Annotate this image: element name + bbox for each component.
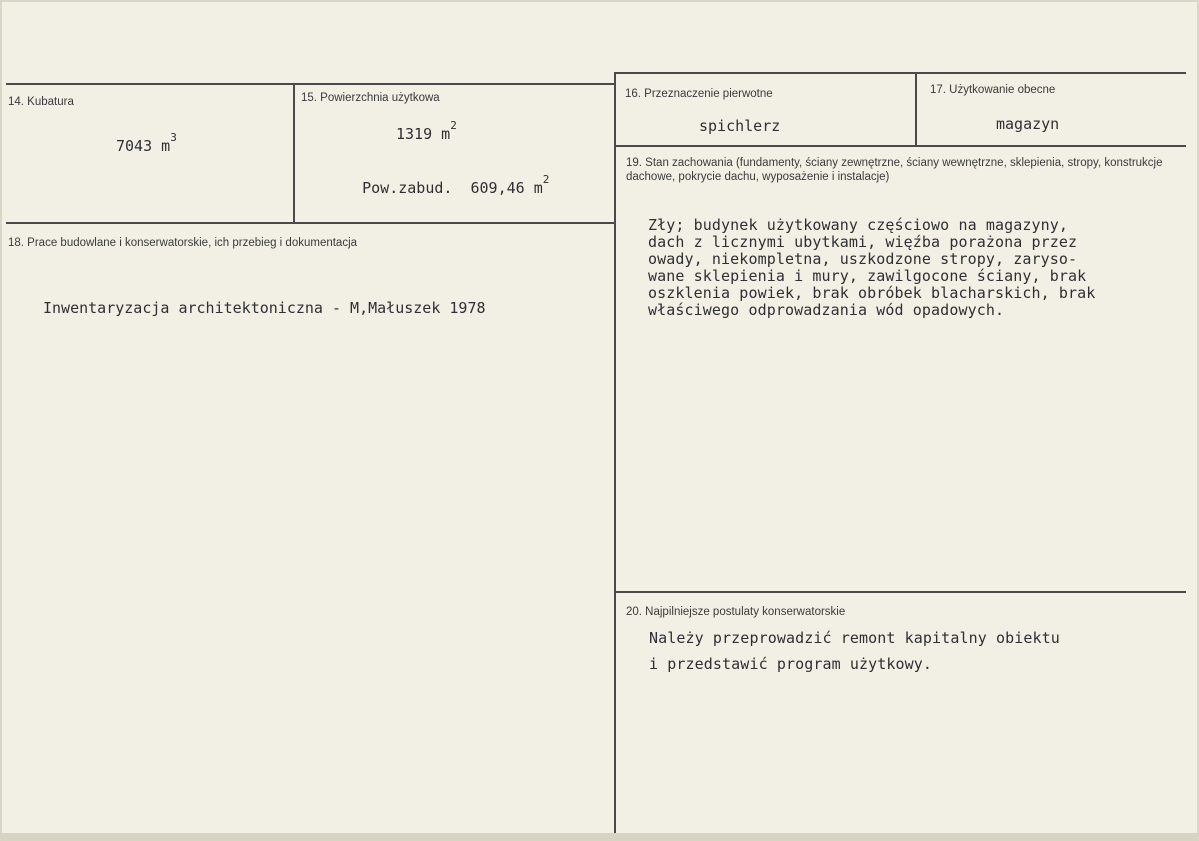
rule-14-15-bottom xyxy=(6,222,616,224)
field-18-label: 18. Prace budowlane i konserwatorskie, ich przebieg i dokumentacja xyxy=(8,237,358,249)
field-17-label: 17. Użytkowanie obecne xyxy=(930,84,1056,96)
field-14-label: 14. Kubatura xyxy=(8,96,74,108)
field-19-value: Zły; budynek użytkowany częściowo na magazyny, dach z licznymi ubytkami, więźba porażona przez owady, niekompletna, uszkodzone stropy, zaryso- wane sklepienia i mury, zawilgocone ściany, brak oszklenia powiek, brak obróbek blacharskich, brak właściwego odprowadzania wód opadowych. xyxy=(648,216,1096,319)
field-15-label: 15. Powierzchnia użytkowa xyxy=(301,92,440,104)
field-20-value: Należy przeprowadzić remont kapitalny obiektu i przedstawić program użytkowy. xyxy=(649,629,1060,673)
field-14-value: 7043 $m^3$ xyxy=(116,131,177,155)
top-rule xyxy=(6,83,616,85)
top-rule-right xyxy=(614,72,1186,74)
field-16-value: spichlerz xyxy=(699,117,781,135)
field-20-label: 20. Najpilniejsze postulaty konserwatorskie xyxy=(626,606,846,618)
field-16-label: 16. Przeznaczenie pierwotne xyxy=(625,88,773,100)
field-15-value: 1319 $m^2$ xyxy=(396,119,457,143)
rule-16-17-bottom xyxy=(614,145,1186,147)
field-17-value: magazyn xyxy=(996,115,1060,133)
field-15-value2: Pow.zabud. 609,46 $m^2$ xyxy=(362,173,550,197)
field-18-value: Inwentaryzacja architektoniczna - M,Małuszek 1978 xyxy=(43,299,486,317)
divider-left-right xyxy=(614,73,616,835)
field-19-label: 19. Stan zachowania (fundamenty, ściany zewnętrzne, ściany wewnętrzne, sklepienia, stropy, konstrukcje dachowe, pokrycie dachu, wyposażenie i instalacje) xyxy=(626,157,1163,183)
rule-19-bottom xyxy=(614,591,1186,593)
card-bottom-edge xyxy=(0,833,1199,841)
divider-14-15 xyxy=(293,84,295,224)
divider-16-17 xyxy=(915,73,917,146)
